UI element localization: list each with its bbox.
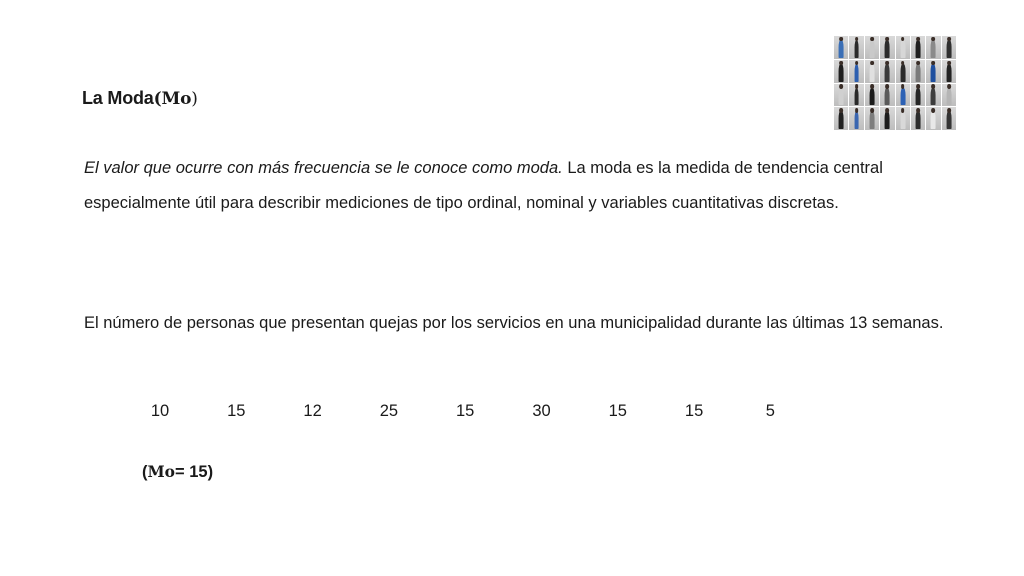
collage-photo (911, 60, 925, 83)
collage-photo (849, 60, 863, 83)
collage-photo (896, 60, 910, 83)
collage-photo (865, 84, 879, 107)
definition-italic: El valor que ocurre con más frecuencia se le conoce como moda. (84, 159, 563, 177)
result-mode-symbol: Mo (147, 462, 175, 481)
collage-photo (911, 84, 925, 107)
result-open-paren: ( (142, 463, 148, 481)
title-close-paren: ) (191, 89, 198, 109)
data-value: 30 (532, 402, 551, 420)
collage-photo (926, 36, 940, 59)
collage-photo (926, 60, 940, 83)
data-value: 15 (684, 402, 704, 420)
collage-photo (849, 107, 863, 130)
collage-photo (942, 36, 956, 59)
collage-photo (926, 84, 940, 107)
collage-photo (911, 36, 925, 59)
collage-photo (942, 84, 956, 107)
data-value: 15 (608, 402, 627, 420)
result-value: = 15) (175, 463, 214, 481)
fashion-photo-collage-icon (834, 36, 956, 130)
collage-photo (834, 60, 848, 83)
collage-photo (834, 107, 848, 130)
collage-photo (880, 107, 894, 130)
data-value: 15 (456, 402, 475, 420)
collage-photo (896, 107, 910, 130)
collage-photo (865, 107, 879, 130)
mode-result (142, 462, 213, 482)
collage-photo (896, 84, 910, 107)
collage-photo (896, 36, 910, 59)
slide-title (82, 88, 198, 109)
collage-photo (942, 107, 956, 130)
data-value: 12 (303, 402, 322, 420)
problem-statement: El número de personas que presentan quejas por los servicios en una municipalidad durante las últimas 13 semanas. (84, 314, 944, 332)
collage-photo (849, 36, 863, 59)
data-value: 25 (379, 402, 399, 420)
collage-photo (865, 60, 879, 83)
data-value: 15 (227, 402, 246, 420)
collage-photo (926, 107, 940, 130)
collage-photo (834, 84, 848, 107)
definition-text: La moda es la medida de tendencia central especialmente útil para describir mediciones de tipo ordinal, nominal y variables cuantitativas discretas. (84, 159, 883, 212)
mode-symbol: (Mo (153, 89, 192, 109)
collage-photo (834, 36, 848, 59)
data-value: 10 (150, 402, 170, 420)
collage-photo (880, 36, 894, 59)
data-value: 5 (765, 402, 775, 420)
definition-paragraph (84, 151, 944, 221)
collage-photo (911, 107, 925, 130)
values-row (0, 402, 1024, 426)
collage-photo (880, 84, 894, 107)
collage-photo (942, 60, 956, 83)
collage-photo (865, 36, 879, 59)
collage-photo (849, 84, 863, 107)
slide-title-text: La Moda (82, 88, 154, 108)
collage-photo (880, 60, 894, 83)
